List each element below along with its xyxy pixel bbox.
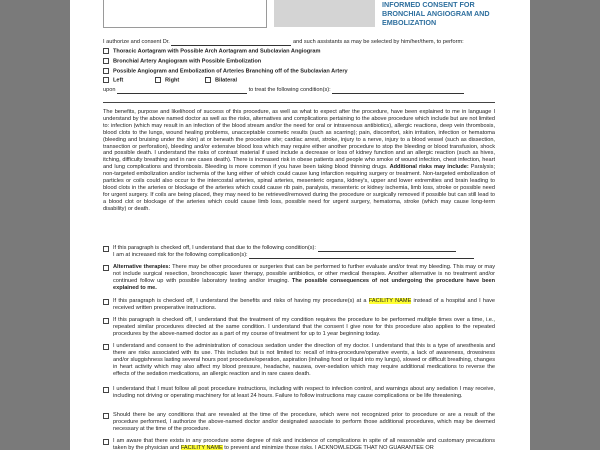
risk-awareness-item[interactable]: I am aware that there exists in any procedure some degree of risk and incidence of complications in spite of all reasonable and customary precautions taken by the physician and FACILITY NAME to prevent and minimize those risks. I ACKNOWLEDGE THAT NO GUARANTEE OR bbox=[103, 438, 495, 450]
complication-field[interactable] bbox=[249, 253, 474, 259]
sedation-item[interactable]: I understand and consent to the administration of conscious sedation under the direction of my doctor. I understand that this is a type of anesthesia and there are risks associated with its use. This includes but is not limited to: recall of intra-procedure/operative events, a lack of awareness, drowsiness and/or sluggishness lasting several hours post procedure/operation, aspiration (inhaling food or liquid into my lungs), slowed or difficult breathing, changes in heart activity which may also affect my blood pressure, headache, nausea, over-sedation which may require additional medications to reverse the effects of the sedation medications, an allergic reaction and in rare cases death. bbox=[103, 343, 495, 378]
side-right-option[interactable]: Right bbox=[155, 77, 179, 84]
condition-field[interactable] bbox=[318, 246, 456, 252]
checkbox[interactable] bbox=[103, 299, 109, 305]
side-left-option[interactable]: Left bbox=[103, 77, 123, 84]
document-title bbox=[382, 0, 522, 27]
checkbox[interactable] bbox=[155, 77, 161, 83]
checkbox[interactable] bbox=[103, 77, 109, 83]
procedure-option-1[interactable]: Thoracic Aortagram with Possible Arch Aortagram and Subclavian Angiogram bbox=[103, 48, 320, 55]
condition-field-line[interactable] bbox=[103, 102, 495, 103]
title-line: EMBOLIZATION bbox=[382, 18, 437, 27]
upon-line: upon to treat the following condition(s): bbox=[103, 87, 497, 94]
facility-item[interactable]: If this paragraph is checked off, I understand the benefits and risks of having my procedure(s) at a FACILITY NAME instead of a hospital and I have received written preoperative instructions. bbox=[103, 298, 495, 312]
checkbox[interactable] bbox=[103, 265, 109, 271]
logo-placeholder-box bbox=[103, 0, 267, 28]
facility-name-highlight: FACILITY NAME bbox=[180, 444, 223, 450]
alternative-therapies-item[interactable]: Alternative therapies: There may be other procedures or surgeries that can be performed to further evaluate and/or treat my bleeding. This may or may not include surgical resection, bronchoscopic laser therapy, possible antibiotics, or other medical therapies. Another alternative is no treatment and/or continued follow up with possible laboratory testing and/or imaging. The possible consequences of not undergoing the procedure have been explained to me. bbox=[103, 264, 495, 292]
checkbox[interactable] bbox=[103, 58, 109, 64]
authorize-prefix: I authorize and consent Dr. bbox=[103, 39, 170, 45]
side-bilateral-option[interactable]: Bilateral bbox=[205, 77, 237, 84]
unforeseen-conditions-item[interactable]: Should there be any conditions that are revealed at the time of the procedure, which were not recognized prior to procedure or are a result of the procedure performed, I authorize the above-named doctor and/or designated associate to perform those additional procedures, which may be deemed necessary at the time of the procedure. bbox=[103, 412, 495, 433]
authorize-suffix: and such assistants as may be selected by him/her/them, to perform: bbox=[292, 39, 464, 45]
consent-form-page bbox=[70, 0, 530, 450]
title-line: BRONCHIAL ANGIOGRAM AND bbox=[382, 9, 490, 18]
doctor-name-field[interactable] bbox=[171, 40, 291, 46]
post-instructions-item[interactable]: I understand that I must follow all post procedure instructions, including with respect to infection control, and warnings about any sedation I may receive, including not driving or operating machinery for at least 24 hours. Failure to follow instructions may cause complications or be life threatening. bbox=[103, 386, 495, 400]
checkbox[interactable] bbox=[103, 413, 109, 419]
checkbox[interactable] bbox=[103, 318, 109, 324]
upon-field[interactable] bbox=[117, 88, 247, 94]
procedure-option-2[interactable]: Bronchial Artery Angiogram with Possible Embolization bbox=[103, 58, 261, 65]
procedure-option-3[interactable]: Possible Angiogram and Embolization of Arteries Branching off of the Subclavian Artery bbox=[103, 68, 348, 75]
patient-label-box bbox=[274, 0, 375, 27]
facility-name-highlight: FACILITY NAME bbox=[368, 298, 412, 304]
checkbox[interactable] bbox=[103, 387, 109, 393]
checkbox[interactable] bbox=[103, 246, 109, 252]
checkbox[interactable] bbox=[103, 344, 109, 350]
checkbox[interactable] bbox=[103, 439, 109, 445]
checkbox[interactable] bbox=[205, 77, 211, 83]
risks-paragraph: The benefits, purpose and likelihood of success of this procedure, as well as what to expect after the procedure, have been explained to me in language I understand by the above named doctor as well as the risks, alternatives and complications pertaining to the above procedure which include but are not limited to: infection (which may result in an infection of the blood stream and/or the need for oral or intravenous antibiotics), allergic reactions, deep vein thrombosis, blood clots to the lungs, wound healing problems, unacceptable cosmetic results (such as scarring); pain, discomfort, skin irritation, infection or hematoma (bleeding and bruising under the skin) at or beneath the procedure site; cardiac arrest, stroke, injury to a nerve, injury to a blood vessel (such as dissection, transection or perforation), bleeding and/or extensive blood loss which may require either another procedure to stop the bleeding or blood transfusion, shock and possible death. I understand the risks of contrast material if used include a decrease or loss of kidney function and an allergic reaction (such as hives, itching, difficulty breathing and in rare cases death). There is increased risk in obese patients and people who smoke of wound infection, chest infection, heart and lung complications and thrombosis. Bleeding is more common if you have been taking blood thinning drugs. Additional risks may include: Paralysis; non-targeted embolization and/or ischemia of the lung either of which could cause lung infarction requiring surgery or treatment. Non-targeted embolization of particles or coils could also occur to the intercostal arteries, spinal arteries, mesenteric organs, kidney's, upper and lower extremities and brain leading to blood clots in the arteries or blockage of the arteries which could cause rib pain, paralysis, mesenteric or kidney ischemia, limb loss, stroke or possible need for urgent surgery. If coils are being placed, they may need to be retrieved/removed during the procedure or surgically removed if possible but can still lead to a blood clot or blockage of the arteries which could cause limb loss, possible need for urgent surgery, hematoma, stroke (which may cause long-term disability) or death. bbox=[103, 109, 495, 212]
title-line: INFORMED CONSENT FOR bbox=[382, 0, 475, 9]
checkbox[interactable] bbox=[103, 68, 109, 74]
multiple-procedures-item[interactable]: If this paragraph is checked off, I understand that the treatment of my condition requires the procedure to be performed multiple times over a time, i.e., repeated similar procedures directed at the same condition. I understand that the consent I give now for this procedure also applies to the repeated procedures by the above-named doctor as a part of my course of treatment for up to 1 year beginning today. bbox=[103, 317, 495, 338]
condition-field[interactable] bbox=[332, 88, 464, 94]
authorize-line bbox=[103, 39, 497, 46]
condition-risk-item[interactable]: If this paragraph is checked off, I understand that due to the following condition(s): I am at increased risk for the following complication(s): bbox=[103, 245, 495, 259]
checkbox[interactable] bbox=[103, 48, 109, 54]
